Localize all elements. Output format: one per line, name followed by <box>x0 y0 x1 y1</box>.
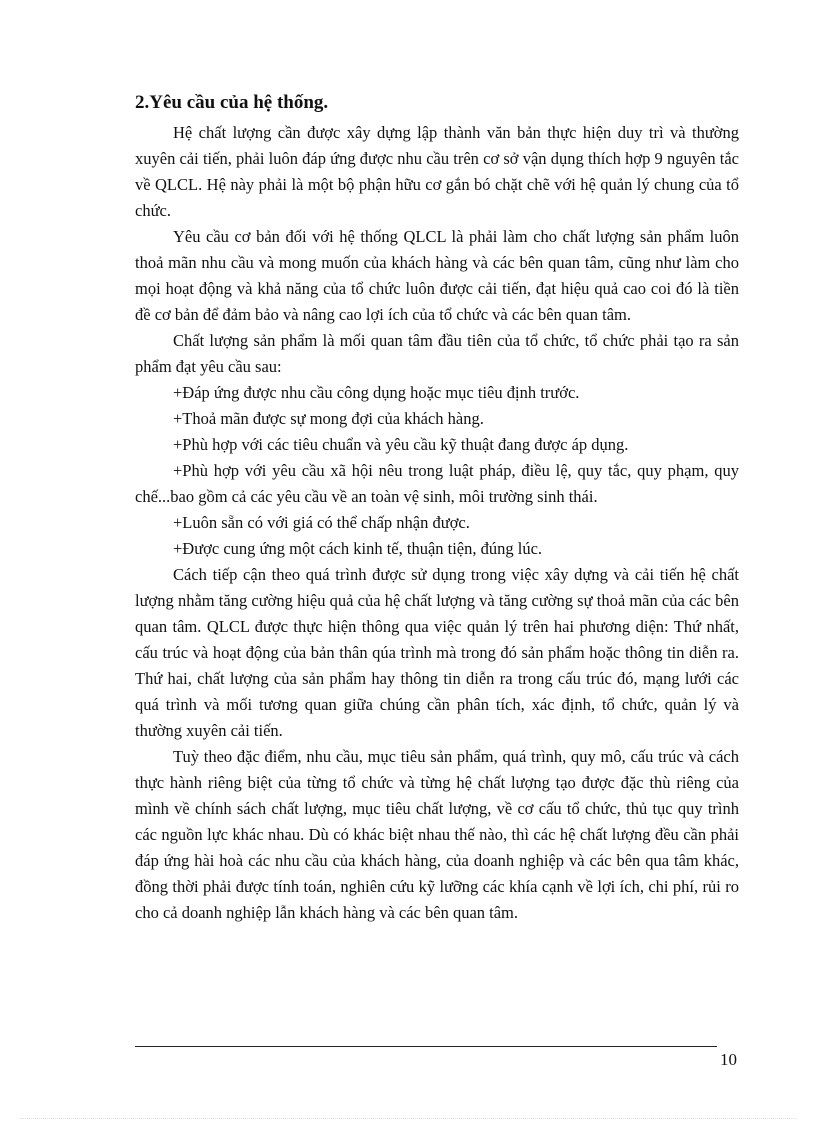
paragraph-1: Hệ chất lượng cần được xây dựng lập thành văn bản thực hiện duy trì và thường xuyên cải tiến, phải luôn đáp ứng được nhu cầu trên cơ sở vận dụng thích hợp 9 nguyên tắc về QLCL. Hệ này phải là một bộ phận hữu cơ gắn bó chặt chẽ với hệ quản lý chung của tổ chức. <box>135 123 739 220</box>
body-text <box>135 120 739 926</box>
paragraph-5: Tuỳ theo đặc điểm, nhu cầu, mục tiêu sản phẩm, quá trình, quy mô, cấu trúc và cách thực hành riêng biệt của từng tổ chức và từng hệ chất lượng tạo được đặc thù riêng của mình về chính sách chất lượng, mục tiêu chất lượng, về cơ cấu tổ chức, thủ tục quy trình các nguồn lực khác nhau. Dù có khác biệt nhau thế nào, thì các hệ chất lượng đều cần phải đáp ứng hài hoà các nhu cầu của khách hàng, của doanh nghiệp và các bên qua tâm khác, đồng thời phải được tính toán, nghiên cứu kỹ lưỡng các khía cạnh về lợi ích, chi phí, rủi ro cho cả doanh nghiệp lẫn khách hàng và các bên quan tâm. <box>135 747 739 922</box>
footer-rule <box>135 1046 717 1047</box>
page-edge-divider <box>20 1118 796 1119</box>
requirement-item-1: +Đáp ứng được nhu cầu công dụng hoặc mục tiêu định trước. <box>173 383 580 402</box>
requirement-item-4: +Phù hợp với yêu cầu xã hội nêu trong luật pháp, điều lệ, quy tắc, quy phạm, quy chế...bao gồm cả các yêu cầu về an toàn vệ sinh, môi trường sinh thái. <box>135 461 739 506</box>
page-number: 10 <box>720 1050 737 1069</box>
paragraph-4: Cách tiếp cận theo quá trình được sử dụng trong việc xây dựng và cải tiến hệ chất lượng nhằm tăng cường hiệu quả của hệ chất lượng và tăng cường sự thoả mãn của các bên quan tâm. QLCL được thực hiện thông qua việc quản lý trên hai phương diện: Thứ nhất, cấu trúc và hoạt động của bản thân qúa trình mà trong đó sản phẩm hoặc thông tin diễn ra. Thứ hai, chất lượng của sản phẩm hay thông tin diễn ra trong cấu trúc đó, mạng lưới các quá trình và mối tương quan giữa chúng cần phân tích, xác định, tổ chức, quản lý và thường xuyên cải tiến. <box>135 565 739 740</box>
requirement-item-2: +Thoả mãn được sự mong đợi của khách hàng. <box>173 409 484 428</box>
paragraph-3: Chất lượng sản phẩm là mối quan tâm đầu tiên của tổ chức, tổ chức phải tạo ra sản phẩm đạt yêu cầu sau: <box>135 331 739 376</box>
requirement-item-3: +Phù hợp với các tiêu chuẩn và yêu cầu kỹ thuật đang được áp dụng. <box>173 435 629 454</box>
requirement-item-6: +Được cung ứng một cách kinh tế, thuận tiện, đúng lúc. <box>173 539 543 558</box>
section-heading: 2.Yêu cầu của hệ thống. <box>135 92 329 113</box>
paragraph-2: Yêu cầu cơ bản đối với hệ thống QLCL là phải làm cho chất lượng sản phẩm luôn thoả mãn nhu cầu và mong muốn của khách hàng và các bên quan tâm, cũng như làm cho mọi hoạt động và khả năng của tổ chức luôn được cải tiến, đạt hiệu quả cao coi đó là tiền đề cơ bản để đảm bảo và nâng cao lợi ích của tổ chức và các bên quan tâm. <box>135 227 739 324</box>
requirement-item-5: +Luôn sẵn có với giá có thể chấp nhận được. <box>173 513 470 532</box>
